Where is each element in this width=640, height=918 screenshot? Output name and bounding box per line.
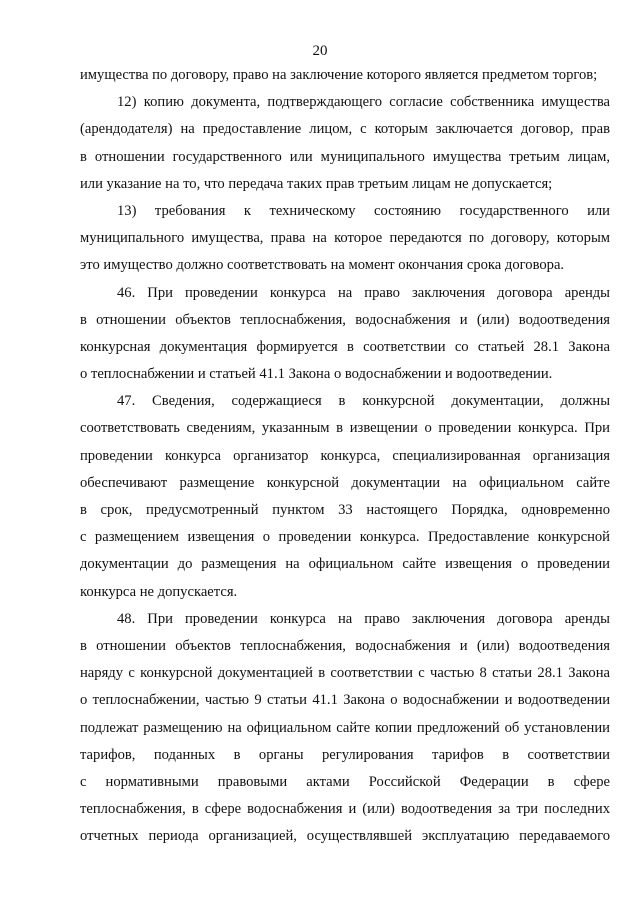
text-line: 47. Сведения, содержащиеся в конкурсной документации, должны — [117, 393, 610, 410]
text-line: подлежат размещению на официальном сайте копии предложений об установлении — [80, 719, 610, 736]
text-line: документации до размещения на официальном сайте извещения о проведении — [80, 556, 610, 573]
text-line: в отношении объектов теплоснабжения, водоснабжения и (или) водоотведения — [80, 311, 610, 328]
text-line: муниципального имущества, права на которое передаются по договору, которым — [80, 230, 610, 247]
text-line: проведении конкурса организатор конкурса, специализированная организация — [80, 447, 610, 464]
text-line: (арендодателя) на предоставление лицом, с которым заключается договор, прав — [80, 121, 610, 138]
text-line: конкурсная документация формируется в соответствии со статьей 28.1 Закона — [80, 338, 610, 355]
text-line: отчетных периода организацией, осуществлявшей эксплуатацию передаваемого — [80, 828, 610, 845]
text-line: тарифов, поданных в органы регулирования тарифов в соответствии — [80, 746, 610, 763]
text-line: или указание на то, что передача таких прав третьим лицам не допускается; — [80, 175, 553, 192]
text-line: о теплоснабжении, частью 9 статьи 41.1 Закона о водоснабжении и водоотведении — [80, 692, 610, 709]
text-line: 48. При проведении конкурса на право заключения договора аренды — [117, 610, 610, 627]
text-line: обеспечивают размещение конкурсной документации на официальном сайте — [80, 474, 610, 491]
text-line: в отношении объектов теплоснабжения, водоснабжения и (или) водоотведения — [80, 637, 610, 654]
text-line: в отношении государственного или муниципального имущества третьим лицам, — [80, 148, 610, 165]
text-line: с размещением извещения о проведении конкурса. Предоставление конкурсной — [80, 529, 610, 546]
text-line: конкурса не допускается. — [80, 583, 238, 600]
text-line: 13) требования к техническому состоянию государственного или — [117, 202, 610, 219]
text-line: имущества по договору, право на заключение которого является предметом торгов; — [80, 67, 598, 83]
text-line: 46. При проведении конкурса на право заключения договора аренды — [117, 284, 610, 301]
text-line: это имущество должно соответствовать на момент окончания срока договора. — [80, 257, 565, 274]
text-line: теплоснабжения, в сфере водоснабжения и (или) водоотведения за три последних — [80, 801, 610, 818]
body-text — [80, 62, 610, 850]
text-line: в срок, предусмотренный пунктом 33 настоящего Порядка, одновременно — [80, 502, 610, 518]
page-number: 20 — [312, 43, 328, 59]
text-line: 12) копию документа, подтверждающего согласие собственника имущества — [117, 94, 610, 111]
text-line: о теплоснабжении и статьей 41.1 Закона о водоснабжении и водоотведении. — [80, 366, 553, 383]
text-line: соответствовать сведениям, указанным в извещении о проведении конкурса. При — [80, 420, 610, 437]
text-line: с нормативными правовыми актами Российской Федерации в сфере — [80, 773, 610, 790]
text-line: наряду с конкурсной документацией в соответствии с частью 8 статьи 28.1 Закона — [80, 665, 610, 682]
